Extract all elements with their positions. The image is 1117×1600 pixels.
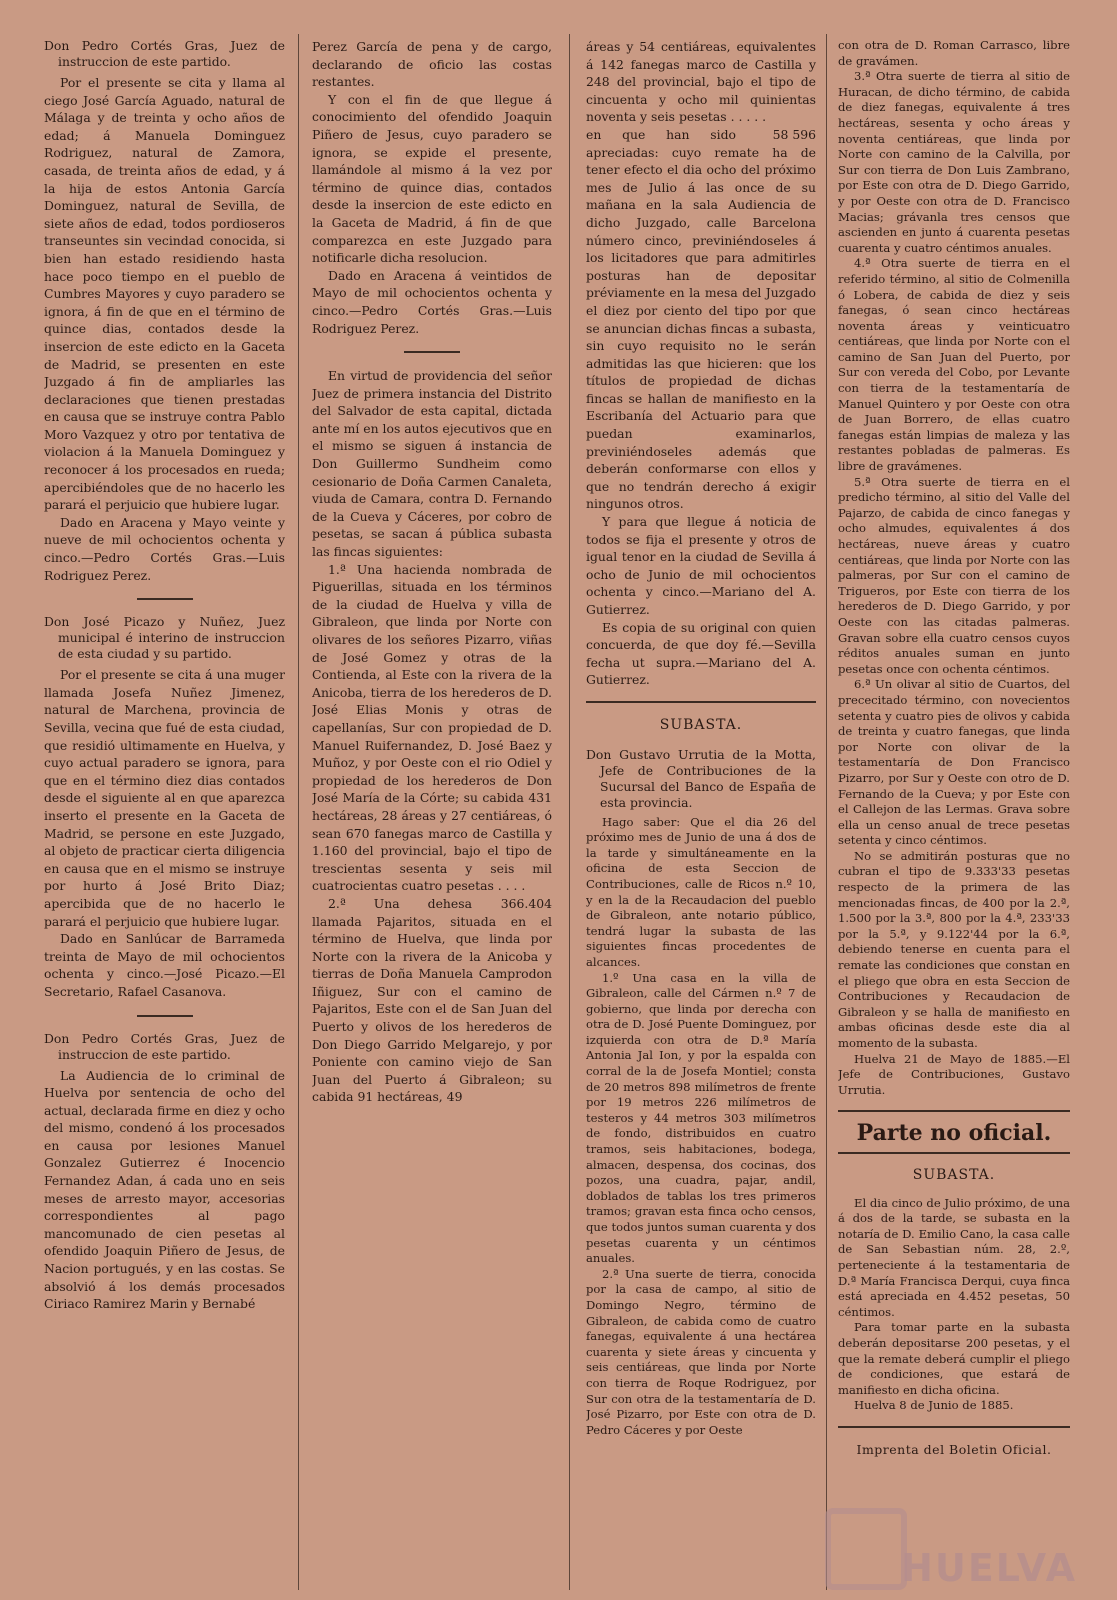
property-price: 366.404 xyxy=(500,895,552,911)
edict-body: Para tomar parte en la subasta deberán depositarse 200 pesetas, y el que la remate deberá cumplir el pliego de condiciones, que estará de manifiesto en dicha oficina. xyxy=(838,1320,1070,1397)
separator xyxy=(137,598,193,600)
edict-signature: Huelva 8 de Junio de 1885. xyxy=(854,1398,1014,1413)
property-item xyxy=(312,561,552,911)
column-divider xyxy=(298,34,299,1590)
property-item: 2.ª Una dehesa llamada Pajaritos, situada en el término de Huelva, que linda por Norte con la rivera de la Anicoba y tierras de Doña Manuela Camprodon Iñiguez, Sur con el camino de Pajaritos, Este con el de San Juan del Puerto y olivos de los herederos de Don Diego Garrido Melgarejo, y por Poniente con camino viejo de San Juan del Puerto á Gibraleon; su cabida 91 hectáreas, 49 xyxy=(312,895,552,1105)
column-divider xyxy=(569,34,570,1590)
edict-body: En virtud de providencia del señor Juez de primera instancia del Distrito del Salvador de esta capital, dictada ante mí en los autos ejecutivos que en el mismo se siguen á instancia de Don Guillermo Sundheim como cesionario de Doña Carmen Canaleta, viuda de Camara, contra D. Fernando de la Cueva y Cáceres, por cobro de pesetas, se sacan á pública subasta las fincas siguientes: xyxy=(312,368,552,560)
watermark: HUELVA xyxy=(901,1546,1077,1590)
separator xyxy=(137,1015,193,1017)
edict-header: Don Pedro Cortés Gras, Juez de instruccion de este partido. xyxy=(44,38,285,69)
section-rule xyxy=(838,1426,1070,1428)
printer-imprint: Imprenta del Boletin Oficial. xyxy=(856,1441,1052,1457)
section-rule xyxy=(838,1110,1070,1112)
edict-signature: Dado en Sanlúcar de Barrameda treinta de Mayo de mil ochocientos ochenta y cinco.—José Picazo.—El Secretario, Rafael Casanova. xyxy=(44,931,285,999)
edict-body: Hago saber: Que el dia 26 del próximo mes de Junio de una á dos de la tarde y simultáneamente en la oficina de esta Seccion de Contribuciones, calle de Ricos n.º 10, y en la de la Recaudacion del pueblo de Gibraleon, ante notario público, tendrá lugar la subasta de las siguientes fincas procedentes de alcances. xyxy=(586,814,816,969)
column-divider xyxy=(826,34,827,1590)
column-4 xyxy=(838,38,1070,1590)
edict-body: No se admitirán posturas que no cubran el tipo de 9.333'33 pesetas respecto de la primera de las mencionadas fincas, de 400 por la 2.ª, 1.500 por la 3.ª, 800 por la 4.ª, 233'33 por la 5.ª, y 9.122'44 por la 6.ª, debiendo tenerse en cuenta para el remate las condiciones que constan en el pliego que obra en esta Seccion de Contribuciones y Recaudacion de Gibraleon y se halla de manifiesto en ambas oficinas desde este dia al momento de la subasta. xyxy=(838,848,1070,1050)
property-item: 1.º Una casa en la villa de Gibraleon, calle del Cármen n.º 7 de gobierno, que linda por derecha con otra de D. José Puente Dominguez, por izquierda con otra de D.ª María Antonia Jal Ion, y por la espalda con corral de la de Josefa Montiel; consta de 20 metros 898 milímetros de frente por 19 metros 226 milímetros de testeros y 44 metros 303 milímetros de fondo, distribuidos en cuatro tramos, seis habitaciones, bodega, almacen, despensa, dos cocinas, dos pozos, una cuadra, pajar, andil, doblados de tablas los tres primeros tramos; gravan esta finca ocho censos, que todos juntos suman cuarenta y dos pesetas cuarenta y un céntimos anuales. xyxy=(586,970,816,1266)
column-3 xyxy=(586,38,816,1590)
section-rule xyxy=(838,1152,1070,1154)
edict-header: Don Pedro Cortés Gras, Juez de instruccion de este partido. xyxy=(44,1030,285,1062)
edict-body: Por el presente se cita y llama al ciego José García Aguado, natural de Málaga y de treinta y ocho años de edad; á Manuela Dominguez Rodriguez, natural de Zamora, casada, de treinta años de edad, y á la hija de estos Antonia García Dominguez, natural de Sevilla, de siete años de edad, todos pordioseros transeuntes sin vecindad conocida, si bien han estado residiendo hasta hace poco tiempo en el pueblo de Cumbres Mayores y cuyo paradero se ignora, á fin de que en el término de quince dias, contados desde la insercion de este edicto en la Gaceta de Madrid, se presenten en este Juzgado á fin de ampliarles las declaraciones que tienen prestadas en causa que se instruye contra Pablo Moro Vazquez y otro por tentativa de violacion á la Manuela Dominguez y reconocer á los procesados en rueda; apercibiéndoles que de no hacerlo les parará el perjuicio que hubiere lugar. xyxy=(44,75,285,513)
edict-body: Perez García de pena y de cargo, declarando de oficio las costas restantes. xyxy=(312,39,552,90)
edict-header: Don José Picazo y Nuñez, Juez municipal é interino de instruccion de esta ciudad y su partido. xyxy=(44,614,285,662)
edict-signature: Es copia de su original con quien concuerda, de que doy fé.—Sevilla fecha ut supra.—Mariano del A. Gutierrez. xyxy=(586,619,816,688)
property-item xyxy=(586,38,816,142)
section-heading: Parte no oficial. xyxy=(856,1120,1052,1147)
edict-header: Don Gustavo Urrutia de la Motta, Jefe de Contribuciones de la Sucursal del Banco de España de esta provincia. xyxy=(586,746,816,810)
property-item: 4.ª Otra suerte de tierra en el referido término, al sitio de Colmenilla ó Lobera, de cabida de diez y seis fanegas, ó sean cinco hectáreas noventa áreas y veinticuatro centiáreas, que linda por Norte con el camino de San Juan del Puerto, por Sur con vereda del Cobo, por Levante con tierra de la testamentaría de Manuel Quintero y por Oeste con otra de Juan Borrero, de ellas cuatro fanegas están limpias de maleza y las restantes pobladas de palmeras. Es libre de gravámenes. xyxy=(838,256,1070,474)
edict-signature: Dado en Aracena y Mayo veinte y nueve de mil ochocientos ochenta y cinco.—Pedro Cortés Gras.—Luis Rodriguez Perez. xyxy=(44,514,285,583)
property-item: 2.ª Una suerte de tierra, conocida por la casa de campo, al sitio de Domingo Negro, término de Gibraleon, de cabida como de cuatro fanegas, equivalente á una hectárea cuarenta y siete áreas y cincuenta y seis centiáreas, que linda por Norte con tierra de Roque Rodriguez, por Sur con otra de la testamentaría de D. José Pizarro, por Este con otra de D. Pedro Cáceres y por Oeste xyxy=(586,1266,816,1437)
property-text: 1.ª Una hacienda nombrada de Piguerillas, situada en los términos de la ciudad de Huelva y villa de Gibraleon, que linda por Norte con olivares de los señores Pizarro, viñas de José Gomez y otras de la Contienda, al Este con la rivera de la Anicoba, tierra de los herederos de D. José Elias Monis y otras de capellanías, Sur con propiedad de D. Manuel Ruifernandez, D. José Baez y Muñoz, y por Oeste con el rio Odiel y propiedad de los herederos de Don José María de la Córte; su cabida 431 hectáreas, 28 áreas y 27 centiáreas, ó sean 670 fanegas marco de Castilla y 1.160 del provincial, bajo el tipo de trescientas sesenta y seis mil cuatrocientas cuatro pesetas . . . . xyxy=(312,561,552,894)
edict-signature: Dado en Aracena á veintidos de Mayo de mil ochocientos ochenta y cinco.—Pedro Cortés Gras.—Luis Rodriguez Perez. xyxy=(312,267,552,336)
property-price: 58 596 xyxy=(772,126,816,142)
edict-signature: Huelva 21 de Mayo de 1885.—El Jefe de Contribuciones, Gustavo Urrutia. xyxy=(838,1051,1070,1097)
section-rule xyxy=(586,701,816,703)
edict-body: Por el presente se cita á una muger llamada Josefa Nuñez Jimenez, natural de Marchena, provincia de Sevilla, vecina que fué de esta ciudad, que residió ultimamente en Huelva, y cuyo actual paradero se ignora, para que en el término diez dias contados desde el siguiente al en que aparezca inserto el presente en la Gaceta de Madrid, se persone en este Juzgado, al objeto de practicar cierta diligencia en causa que en el mismo se instruye por hurto á José Brito Diaz; apercibida que de no hacerlo le parará el perjuicio que hubiere lugar. xyxy=(44,667,285,929)
edict-signature: Y para que llegue á noticia de todos se fija el presente y otros de igual tenor en la ciudad de Sevilla á ocho de Junio de mil ochocientos ochenta y cinco.—Mariano del A. Gutierrez. xyxy=(586,514,816,617)
edict-body: Y con el fin de que llegue á conocimiento del ofendido Joaquin Piñero de Jesus, cuyo paradero se ignora, se expide el presente, llamándole al mismo á la vez por término de quince dias, contados desde la insercion de este edicto en la Gaceta de Madrid, á fin de que comparezca en este Juzgado para notificarle dicha resolucion. xyxy=(312,91,552,266)
property-item: 3.ª Otra suerte de tierra al sitio de Huracan, de dicho término, de cabida de diez fanegas, equivalente á tres hectáreas, sesenta y ocho áreas y noventa centiáreas, que linda por Norte con camino de la Calvilla, por Sur con tierra de Don Luis Zambrano, por Este con otra de D. Diego Garrido, y por Oeste con otra de D. Francisco Macias; grávanla tres censos que ascienden en junto á cuarenta pesetas cuarenta y cuatro céntimos anuales. xyxy=(838,69,1070,255)
property-text: áreas y 54 centiáreas, equivalentes á 142 fanegas marco de Castilla y 248 del provincial, bajo el tipo de cincuenta y ocho mil quinientas noventa y seis pesetas . . . . . xyxy=(586,39,816,125)
property-item: 6.ª Un olivar al sitio de Cuartos, del prececitado término, con novecientos setenta y cuatro pies de olivos y cabida de treinta y cuatro fanegas, que linda por Norte con olivar de la testamentaría de Don Francisco Pizarro, por Sur y Oeste con otro de D. Fernando de la Cueva; y por Este con el Callejon de las Lermas. Grava sobre ella un censo anual de trece pesetas setenta y cinco céntimos. xyxy=(838,677,1070,848)
column-2 xyxy=(312,38,552,1590)
column-1 xyxy=(44,38,285,1590)
edict-body: La Audiencia de lo criminal de Huelva por sentencia de ocho del actual, declarada firme en diez y ocho del mismo, condenó á los procesados en causa por lesiones Manuel Gonzalez Gutierrez é Inocencio Fernandez Adan, á cada uno en seis meses de arresto mayor, accesorias correspondientes al pago mancomunado de cien pesetas al ofendido Joaquin Piñero de Jesus, de Nacion portugués, y en las costas. Se absolvió á los demás procesados Ciriaco Ramirez Marin y Bernabé xyxy=(44,1067,285,1312)
property-item: con otra de D. Roman Carrasco, libre de gravámen. xyxy=(838,38,1070,68)
section-title: SUBASTA. xyxy=(912,1166,996,1183)
edict-body: en que han sido apreciadas: cuyo remate ha de tener efecto el dia ocho del próximo mes de Julio á las once de su mañana en la sala Audiencia de dicho Juzgado, calle Barcelona número cinco, previniéndoseles á los licitadores que para admitirles posturas han de depositar préviamente en la mesa del Juzgado el diez por ciento del tipo por que se anuncian dichas fincas a subasta, sin cuyo requisito no le serán admitidas las que hicieren: que los títulos de propiedad de dichas fincas se hallan de manifiesto en la Escribanía del Actuario para que puedan examinarlos, previniéndoseles además que deberán conformarse con ellos y que no tendrán derecho á exigir ningunos otros. xyxy=(586,126,816,512)
edict-body: El dia cinco de Julio próximo, de una á dos de la tarde, se subasta en la notaría de D. Emilio Cano, la casa calle de San Sebastian núm. 28, 2.º, perteneciente á la testamentaria de D.ª María Francisca Derqui, cuya finca está apreciada en 4.452 pesetas, 50 céntimos. xyxy=(838,1195,1070,1319)
property-item: 5.ª Otra suerte de tierra en el predicho término, al sitio del Valle del Pajarzo, de cabida de cinco fanegas y ocho almudes, equivalentes á dos hectáreas, nueve áreas y cuatro centiáreas, que linda por Norte con las palmeras, por Sur con el camino de Trigueros, por Este con tierra de los herederos de D. Diego Garrido, y por Oeste con las citadas palmeras. Gravan sobre ella cuatro censos cuyos réditos anuales suman en junto pesetas once con ochenta céntimos. xyxy=(838,474,1070,676)
watermark-logo-icon xyxy=(825,1508,907,1590)
section-title: SUBASTA. xyxy=(659,716,743,733)
separator xyxy=(404,351,460,353)
